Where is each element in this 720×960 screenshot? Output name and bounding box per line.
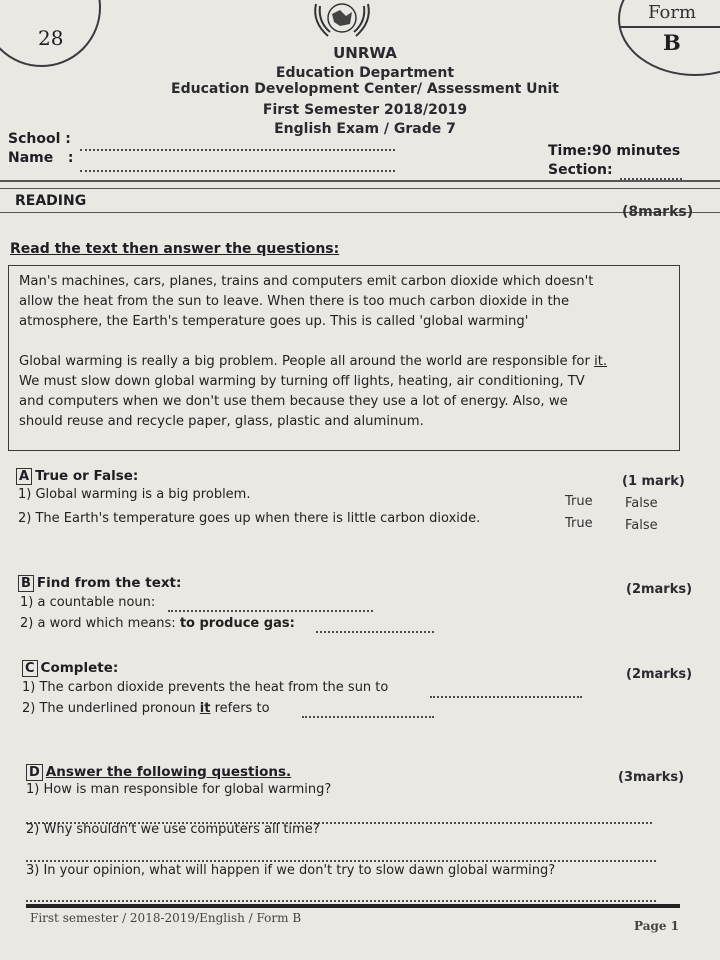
header-line-4: English Exam / Grade 7	[274, 121, 456, 137]
reading-marks: (8marks)	[622, 204, 694, 220]
section-c-letter: C	[22, 660, 38, 677]
passage-line: We must slow down global warming by turning off lights, heating, air conditioning, TV	[19, 374, 585, 389]
passage-spacer	[19, 332, 669, 352]
complete-item-2: 2) The underlined pronoun it refers to	[22, 701, 270, 716]
section-field[interactable]	[620, 168, 682, 180]
name-label: Name :	[8, 150, 74, 166]
question-d3: 3) In your opinion, what will happen if we don't try to slow dawn global warming?	[26, 863, 556, 878]
header-rule	[0, 180, 720, 182]
section-a-letter: A	[16, 468, 32, 485]
section-d-letter: D	[26, 764, 43, 781]
passage-line: should reuse and recycle paper, glass, plastic and aluminum.	[19, 414, 424, 429]
passage-line: atmosphere, the Earth's temperature goes up. This is called 'global warming'	[19, 314, 529, 329]
name-field[interactable]	[80, 160, 395, 172]
section-d-title: Answer the following questions.	[45, 764, 292, 780]
complete-item-1: 1) The carbon dioxide prevents the heat from the sun to	[22, 680, 389, 695]
tf-1-true[interactable]: True	[565, 494, 593, 509]
find-answer-1[interactable]	[168, 600, 373, 612]
passage-line: and computers when we don't use them because they use a lot of energy. Also, we	[19, 394, 568, 409]
section-c-marks: (2marks)	[626, 667, 693, 682]
section-b-letter: B	[18, 575, 34, 592]
section-d-marks: (3marks)	[618, 770, 685, 785]
page-footer-number: Page 1	[634, 919, 680, 933]
header-rule-2	[0, 188, 720, 189]
unrwa-logo-icon	[310, 0, 374, 42]
answer-line-d3[interactable]	[26, 890, 656, 902]
section-b-heading	[18, 572, 181, 592]
find-item-1: 1) a countable noun:	[20, 595, 156, 610]
header-line-1: Education Department	[275, 65, 455, 81]
tf-question-1: 1) Global warming is a big problem.	[18, 487, 251, 502]
question-d2: 2) Why shouldn't we use computers all time?	[26, 822, 320, 837]
complete-answer-2[interactable]	[302, 706, 434, 718]
school-label: School :	[8, 131, 71, 147]
org-name: UNRWA	[333, 44, 397, 62]
header-line-3: First Semester 2018/2019	[262, 102, 468, 118]
page-number: 28	[38, 26, 64, 50]
time-label: Time:90 minutes	[548, 143, 681, 159]
section-c-heading	[22, 657, 118, 677]
answer-line-d2[interactable]	[26, 850, 656, 862]
section-a-heading	[16, 465, 138, 485]
reading-rule	[0, 212, 720, 213]
question-d1: 1) How is man responsible for global warming?	[26, 782, 332, 797]
form-divider	[620, 26, 720, 28]
find-item-2: 2) a word which means: to produce gas:	[20, 616, 295, 631]
section-a-marks: (1 mark)	[622, 474, 685, 489]
find-answer-2[interactable]	[316, 621, 434, 633]
reading-passage	[8, 265, 680, 451]
passage-line: allow the heat from the sun to leave. When there is too much carbon dioxide in the	[19, 294, 570, 309]
underlined-pronoun: it.	[594, 354, 608, 369]
header-line-2: Education Development Center/ Assessment Unit	[171, 81, 559, 97]
section-b-title: Find from the text:	[36, 575, 182, 591]
section-d-heading	[26, 761, 291, 781]
reading-title: READING	[15, 193, 87, 209]
tf-question-2: 2) The Earth's temperature goes up when there is little carbon dioxide.	[18, 511, 481, 526]
form-value: B	[663, 30, 681, 55]
tf-2-true[interactable]: True	[565, 516, 593, 531]
school-field[interactable]	[80, 139, 395, 151]
section-label: Section:	[548, 162, 613, 178]
footer-rule	[26, 904, 680, 908]
reading-instruction: Read the text then answer the questions:	[10, 241, 340, 257]
section-c-title: Complete:	[40, 660, 119, 676]
footer-left: First semester / 2018-2019/English / Form B	[30, 911, 302, 925]
tf-1-false[interactable]: False	[625, 496, 658, 511]
passage-line: Global warming is really a big problem. People all around the world are responsible for it.	[19, 354, 608, 369]
section-b-marks: (2marks)	[626, 582, 693, 597]
section-a-title: True or False:	[35, 468, 139, 484]
complete-answer-1[interactable]	[430, 686, 582, 698]
passage-line: Man's machines, cars, planes, trains and computers emit carbon dioxide which doesn't	[19, 274, 594, 289]
tf-2-false[interactable]: False	[625, 518, 658, 533]
form-label: Form	[648, 2, 697, 23]
